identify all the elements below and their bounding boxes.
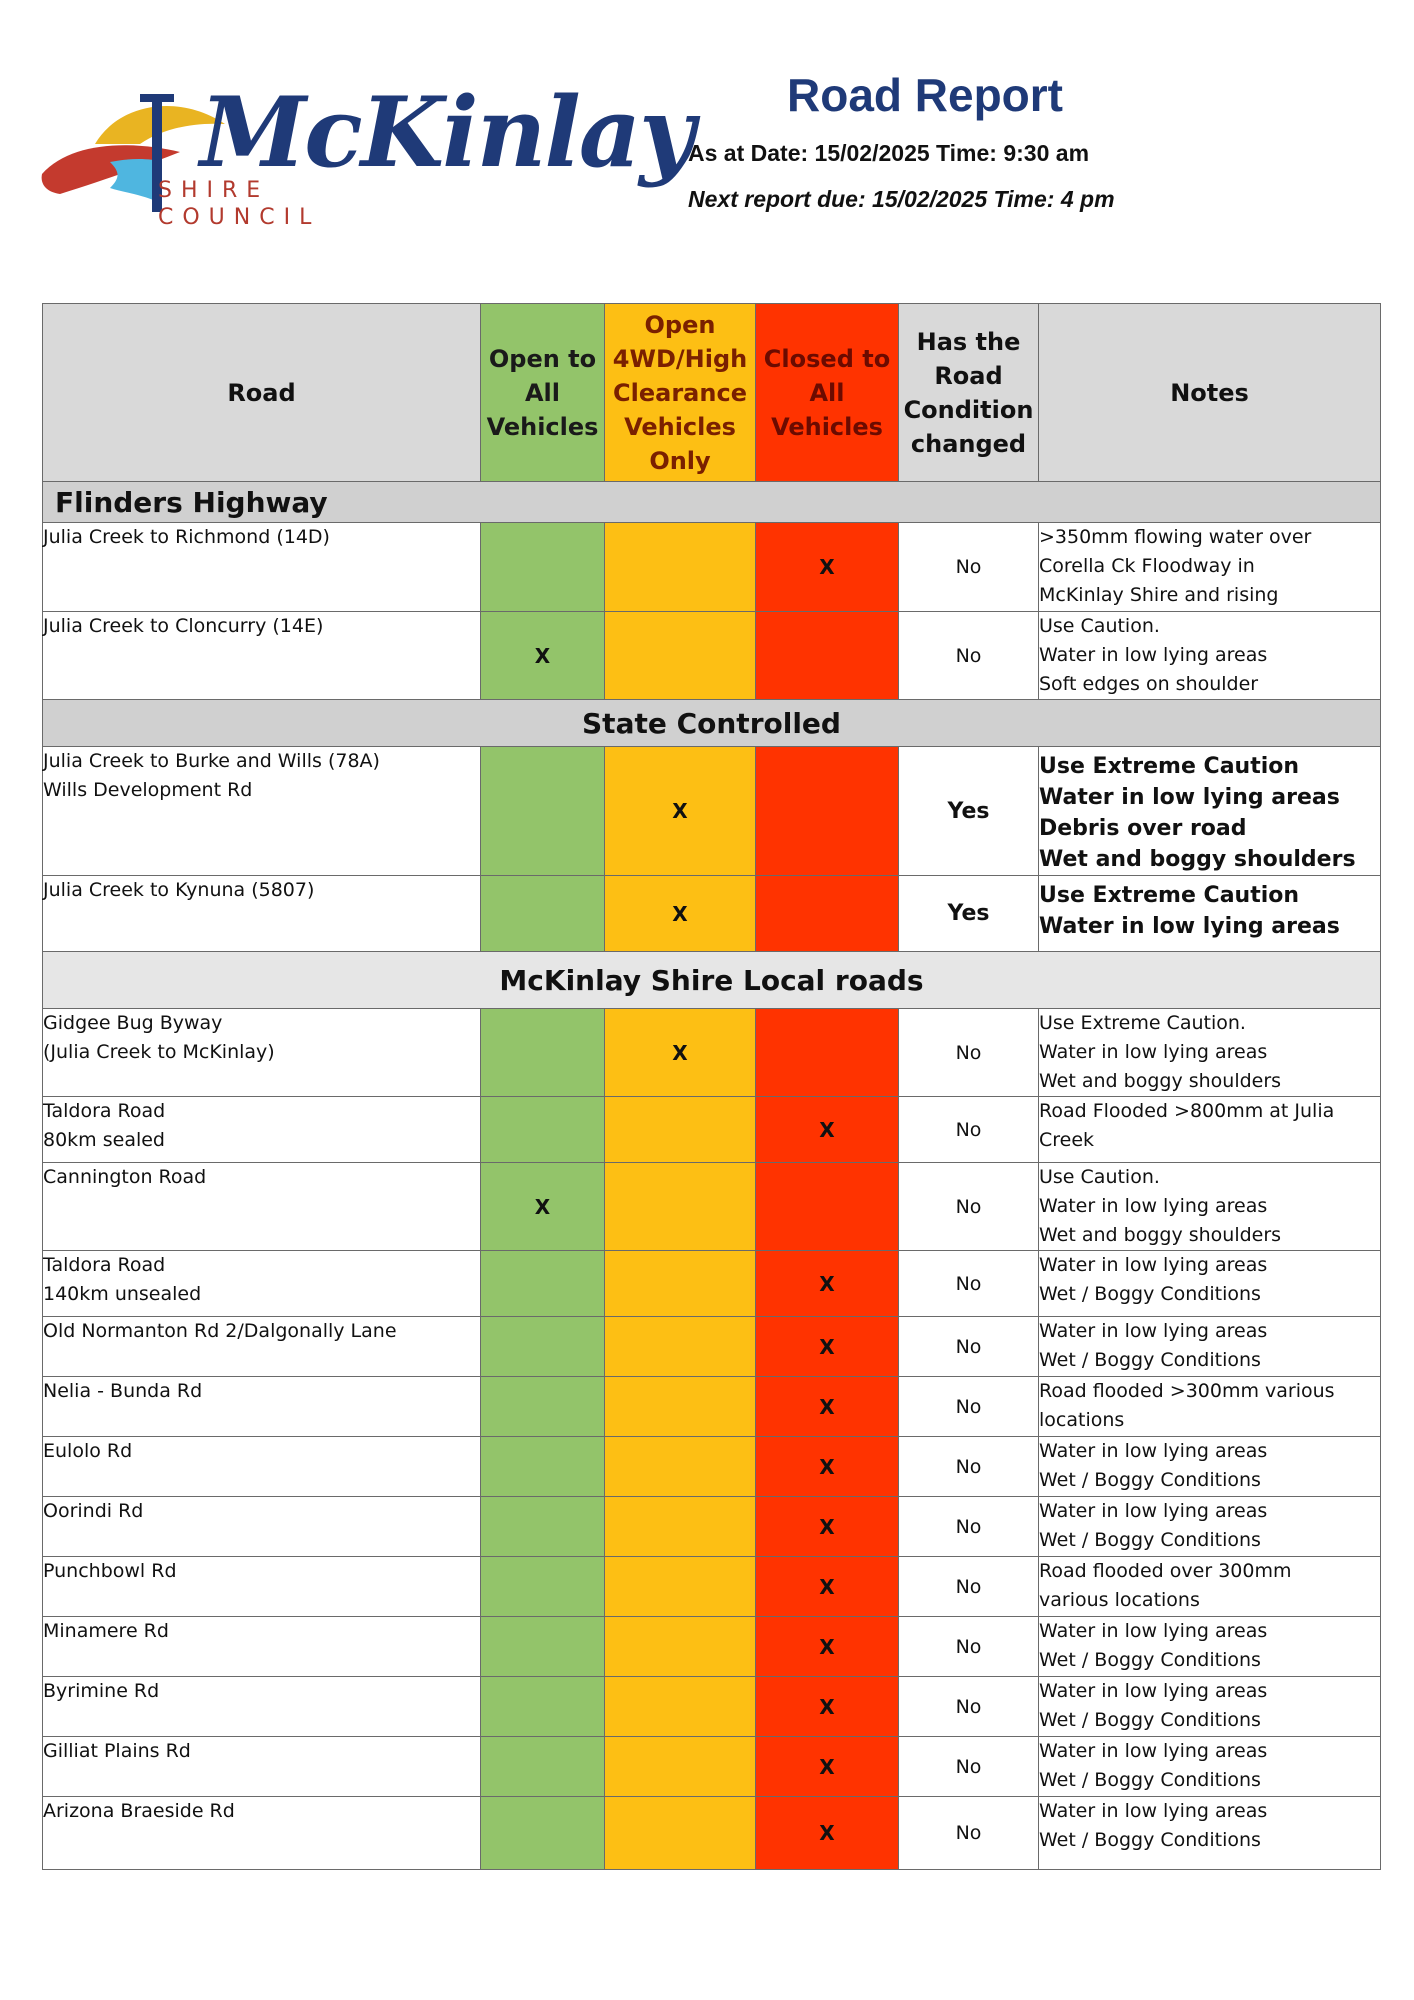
note-line: Water in low lying areas: [1039, 1740, 1268, 1762]
note-line: Road flooded over 300mm: [1039, 1560, 1292, 1582]
closed-cell: [756, 876, 899, 952]
road-report-table: [42, 303, 1381, 1870]
condition-changed-cell: No: [899, 1497, 1039, 1557]
road-name-line: Taldora Road: [43, 1100, 166, 1122]
condition-changed-cell: Yes: [899, 876, 1039, 952]
road-name-cell: [43, 1617, 481, 1677]
table-row: [43, 876, 1381, 952]
logo-council-text: COUNCIL: [158, 205, 321, 230]
open-4wd-cell: [605, 1163, 756, 1251]
condition-changed-cell: No: [899, 1377, 1039, 1437]
status-mark: X: [819, 1454, 835, 1479]
note-line: Wet / Boggy Conditions: [1039, 1283, 1261, 1305]
open-4wd-cell: [605, 747, 756, 876]
notes-cell: [1039, 1797, 1381, 1870]
note-line: Road Flooded >800mm at Julia: [1039, 1100, 1335, 1122]
notes-cell: [1039, 876, 1381, 952]
note-line: Water in low lying areas: [1039, 1680, 1268, 1702]
table-row: [43, 1009, 1381, 1097]
notes-cell: [1039, 1377, 1381, 1437]
road-name-cell: [43, 876, 481, 952]
column-header-road: Road: [43, 304, 481, 482]
next-report-date: Next report due: 15/02/2025 Time: 4 pm: [688, 186, 1115, 212]
open-4wd-cell: [605, 876, 756, 952]
road-name-line: Old Normanton Rd 2/Dalgonally Lane: [43, 1320, 397, 1342]
closed-cell: [756, 1737, 899, 1797]
open-cell: [481, 1617, 605, 1677]
status-mark: X: [819, 1754, 835, 1779]
road-name-line: Gilliat Plains Rd: [43, 1740, 191, 1762]
note-line: Road flooded >300mm various: [1039, 1380, 1335, 1402]
note-line: Corella Ck Floodway in: [1039, 555, 1255, 577]
closed-cell: [756, 1251, 899, 1317]
note-line: Wet / Boggy Conditions: [1039, 1709, 1261, 1731]
notes-cell: [1039, 1317, 1381, 1377]
open-cell: [481, 1557, 605, 1617]
road-name-cell: [43, 1737, 481, 1797]
closed-cell: [756, 1377, 899, 1437]
note-line: Water in low lying areas: [1039, 785, 1340, 810]
table-row: [43, 612, 1381, 700]
open-cell: [481, 747, 605, 876]
table-row: [43, 747, 1381, 876]
condition-changed-cell: No: [899, 1557, 1039, 1617]
road-name-line: 80km sealed: [43, 1129, 165, 1151]
status-mark: X: [819, 1514, 835, 1539]
notes-cell: [1039, 1677, 1381, 1737]
note-line: Water in low lying areas: [1039, 1254, 1268, 1276]
closed-cell: [756, 747, 899, 876]
section-title: Flinders Highway: [43, 482, 1381, 523]
road-name-cell: [43, 1377, 481, 1437]
closed-cell: [756, 1163, 899, 1251]
note-line: >350mm flowing water over: [1039, 526, 1312, 548]
note-line: Water in low lying areas: [1039, 1620, 1268, 1642]
road-name-line: Wills Development Rd: [43, 779, 253, 801]
status-mark: X: [819, 1334, 835, 1359]
closed-cell: [756, 1557, 899, 1617]
table-row: [43, 1251, 1381, 1317]
report-date: As at Date: 15/02/2025 Time: 9:30 am: [688, 140, 1090, 166]
road-name-cell: [43, 1163, 481, 1251]
road-name-line: Oorindi Rd: [43, 1500, 144, 1522]
status-mark: X: [819, 1634, 835, 1659]
condition-changed-cell: No: [899, 1737, 1039, 1797]
open-4wd-cell: [605, 1097, 756, 1163]
note-line: Use Caution.: [1039, 615, 1160, 637]
note-line: Water in low lying areas: [1039, 644, 1268, 666]
open-cell: [481, 1437, 605, 1497]
note-line: Wet and boggy shoulders: [1039, 1070, 1282, 1092]
note-line: Use Extreme Caution: [1039, 754, 1300, 779]
open-4wd-cell: [605, 1557, 756, 1617]
note-line: McKinlay Shire and rising: [1039, 584, 1279, 606]
road-name-line: Nelia - Bunda Rd: [43, 1380, 203, 1402]
column-header-open: Open to All Vehicles: [481, 304, 605, 482]
status-mark: X: [534, 1194, 551, 1219]
note-line: Water in low lying areas: [1039, 1041, 1268, 1063]
table-row: [43, 1497, 1381, 1557]
table-row: [43, 1557, 1381, 1617]
open-cell: [481, 1009, 605, 1097]
road-name-line: (Julia Creek to McKinlay): [43, 1041, 275, 1063]
column-header-notes: Notes: [1039, 304, 1381, 482]
open-cell: [481, 1163, 605, 1251]
column-header-open-4wd: Open 4WD/High Clearance Vehicles Only: [605, 304, 756, 482]
notes-cell: [1039, 1497, 1381, 1557]
condition-changed-cell: No: [899, 1437, 1039, 1497]
status-mark: X: [819, 555, 835, 579]
note-line: Wet / Boggy Conditions: [1039, 1829, 1261, 1851]
note-line: Use Extreme Caution.: [1039, 1012, 1246, 1034]
road-name-cell: [43, 1251, 481, 1317]
status-mark: X: [672, 1040, 688, 1065]
table-row: [43, 1097, 1381, 1163]
road-name-line: Julia Creek to Cloncurry (14E): [43, 615, 324, 637]
notes-cell: [1039, 1557, 1381, 1617]
road-name-line: Punchbowl Rd: [43, 1560, 177, 1582]
open-cell: [481, 1377, 605, 1437]
table-row: [43, 1737, 1381, 1797]
closed-cell: [756, 1009, 899, 1097]
condition-changed-cell: No: [899, 1617, 1039, 1677]
open-4wd-cell: [605, 1617, 756, 1677]
open-4wd-cell: [605, 1437, 756, 1497]
notes-cell: [1039, 1009, 1381, 1097]
column-header-closed: Closed to All Vehicles: [756, 304, 899, 482]
status-mark: X: [819, 1394, 835, 1419]
note-line: Water in low lying areas: [1039, 1500, 1268, 1522]
open-4wd-cell: [605, 1797, 756, 1870]
road-name-cell: [43, 1097, 481, 1163]
status-mark: X: [534, 643, 551, 668]
closed-cell: [756, 1437, 899, 1497]
condition-changed-cell: No: [899, 1251, 1039, 1317]
road-name-line: Gidgee Bug Byway: [43, 1012, 223, 1034]
road-name-line: Eulolo Rd: [43, 1440, 133, 1462]
closed-cell: [756, 612, 899, 700]
condition-changed-cell: No: [899, 1677, 1039, 1737]
road-name-cell: [43, 1497, 481, 1557]
note-line: various locations: [1039, 1589, 1200, 1611]
logo-shire-text: SHIRE: [158, 178, 270, 203]
open-cell: [481, 1251, 605, 1317]
condition-changed-cell: No: [899, 1797, 1039, 1870]
open-4wd-cell: [605, 1009, 756, 1097]
table-row: [43, 1677, 1381, 1737]
status-mark: X: [819, 1574, 835, 1599]
open-4wd-cell: [605, 523, 756, 612]
open-4wd-cell: [605, 1317, 756, 1377]
table-row: [43, 1797, 1381, 1870]
note-line: Wet / Boggy Conditions: [1039, 1469, 1261, 1491]
road-name-line: 140km unsealed: [43, 1283, 202, 1305]
column-header-changed: Has the Road Condition changed: [899, 304, 1039, 482]
notes-cell: [1039, 1617, 1381, 1677]
closed-cell: [756, 523, 899, 612]
section-header: [43, 700, 1381, 747]
section-header: [43, 952, 1381, 1009]
road-name-line: Taldora Road: [43, 1254, 166, 1276]
condition-changed-cell: Yes: [899, 747, 1039, 876]
status-mark: X: [819, 1694, 835, 1719]
open-cell: [481, 1737, 605, 1797]
notes-cell: [1039, 523, 1381, 612]
note-line: Wet and boggy shoulders: [1039, 1224, 1282, 1246]
note-line: Wet / Boggy Conditions: [1039, 1649, 1261, 1671]
table-row: [43, 1163, 1381, 1251]
condition-changed-cell: No: [899, 1009, 1039, 1097]
condition-changed-cell: No: [899, 523, 1039, 612]
closed-cell: [756, 1497, 899, 1557]
note-line: Water in low lying areas: [1039, 1800, 1268, 1822]
note-line: Wet / Boggy Conditions: [1039, 1529, 1261, 1551]
open-4wd-cell: [605, 1377, 756, 1437]
table-row: [43, 1617, 1381, 1677]
status-mark: X: [672, 901, 688, 926]
road-name-cell: [43, 1317, 481, 1377]
road-name-cell: [43, 747, 481, 876]
road-name-line: Cannington Road: [43, 1166, 207, 1188]
note-line: Wet / Boggy Conditions: [1039, 1769, 1261, 1791]
road-name-line: Arizona Braeside Rd: [43, 1800, 235, 1822]
open-cell: [481, 1497, 605, 1557]
open-4wd-cell: [605, 1737, 756, 1797]
closed-cell: [756, 1317, 899, 1377]
note-line: Debris over road: [1039, 816, 1247, 841]
note-line: Use Caution.: [1039, 1166, 1160, 1188]
open-4wd-cell: [605, 1677, 756, 1737]
notes-cell: [1039, 1163, 1381, 1251]
road-name-cell: [43, 1797, 481, 1870]
road-name-cell: [43, 612, 481, 700]
closed-cell: [756, 1097, 899, 1163]
status-mark: X: [819, 1271, 835, 1296]
status-mark: X: [819, 1821, 835, 1845]
table-row: [43, 523, 1381, 612]
closed-cell: [756, 1677, 899, 1737]
condition-changed-cell: No: [899, 1097, 1039, 1163]
road-name-line: Julia Creek to Richmond (14D): [43, 526, 330, 548]
open-4wd-cell: [605, 1251, 756, 1317]
section-title: McKinlay Shire Local roads: [43, 952, 1381, 1009]
open-cell: [481, 523, 605, 612]
note-line: Water in low lying areas: [1039, 914, 1340, 939]
road-name-line: Byrimine Rd: [43, 1680, 160, 1702]
note-line: locations: [1039, 1409, 1125, 1431]
open-cell: [481, 1317, 605, 1377]
condition-changed-cell: No: [899, 1163, 1039, 1251]
road-name-cell: [43, 1009, 481, 1097]
road-name-line: Minamere Rd: [43, 1620, 169, 1642]
logo-wordmark: McKinlay: [200, 76, 693, 189]
table-row: [43, 1377, 1381, 1437]
notes-cell: [1039, 1251, 1381, 1317]
road-name-cell: [43, 1557, 481, 1617]
open-4wd-cell: [605, 612, 756, 700]
status-mark: X: [672, 799, 688, 823]
notes-cell: [1039, 747, 1381, 876]
table-row: [43, 1437, 1381, 1497]
note-line: Use Extreme Caution: [1039, 883, 1300, 908]
condition-changed-cell: No: [899, 612, 1039, 700]
table-row: [43, 1317, 1381, 1377]
road-name-cell: [43, 1437, 481, 1497]
road-name-line: Julia Creek to Kynuna (5807): [43, 879, 315, 901]
note-line: Water in low lying areas: [1039, 1195, 1268, 1217]
status-mark: X: [819, 1117, 835, 1142]
notes-cell: [1039, 1737, 1381, 1797]
open-4wd-cell: [605, 1497, 756, 1557]
notes-cell: [1039, 1097, 1381, 1163]
note-line: Creek: [1039, 1129, 1095, 1151]
road-name-line: Julia Creek to Burke and Wills (78A): [43, 750, 380, 772]
road-name-cell: [43, 523, 481, 612]
open-cell: [481, 876, 605, 952]
open-cell: [481, 1797, 605, 1870]
note-line: Soft edges on shoulder: [1039, 673, 1259, 695]
open-cell: [481, 612, 605, 700]
page-title: Road Report: [787, 69, 1063, 121]
notes-cell: [1039, 612, 1381, 700]
condition-changed-cell: No: [899, 1317, 1039, 1377]
section-header: [43, 482, 1381, 523]
note-line: Water in low lying areas: [1039, 1440, 1268, 1462]
notes-cell: [1039, 1437, 1381, 1497]
closed-cell: [756, 1617, 899, 1677]
note-line: Water in low lying areas: [1039, 1320, 1268, 1342]
road-name-cell: [43, 1677, 481, 1737]
section-title: State Controlled: [43, 700, 1381, 747]
note-line: Wet / Boggy Conditions: [1039, 1349, 1261, 1371]
closed-cell: [756, 1797, 899, 1870]
note-line: Wet and boggy shoulders: [1039, 847, 1356, 872]
open-cell: [481, 1677, 605, 1737]
open-cell: [481, 1097, 605, 1163]
